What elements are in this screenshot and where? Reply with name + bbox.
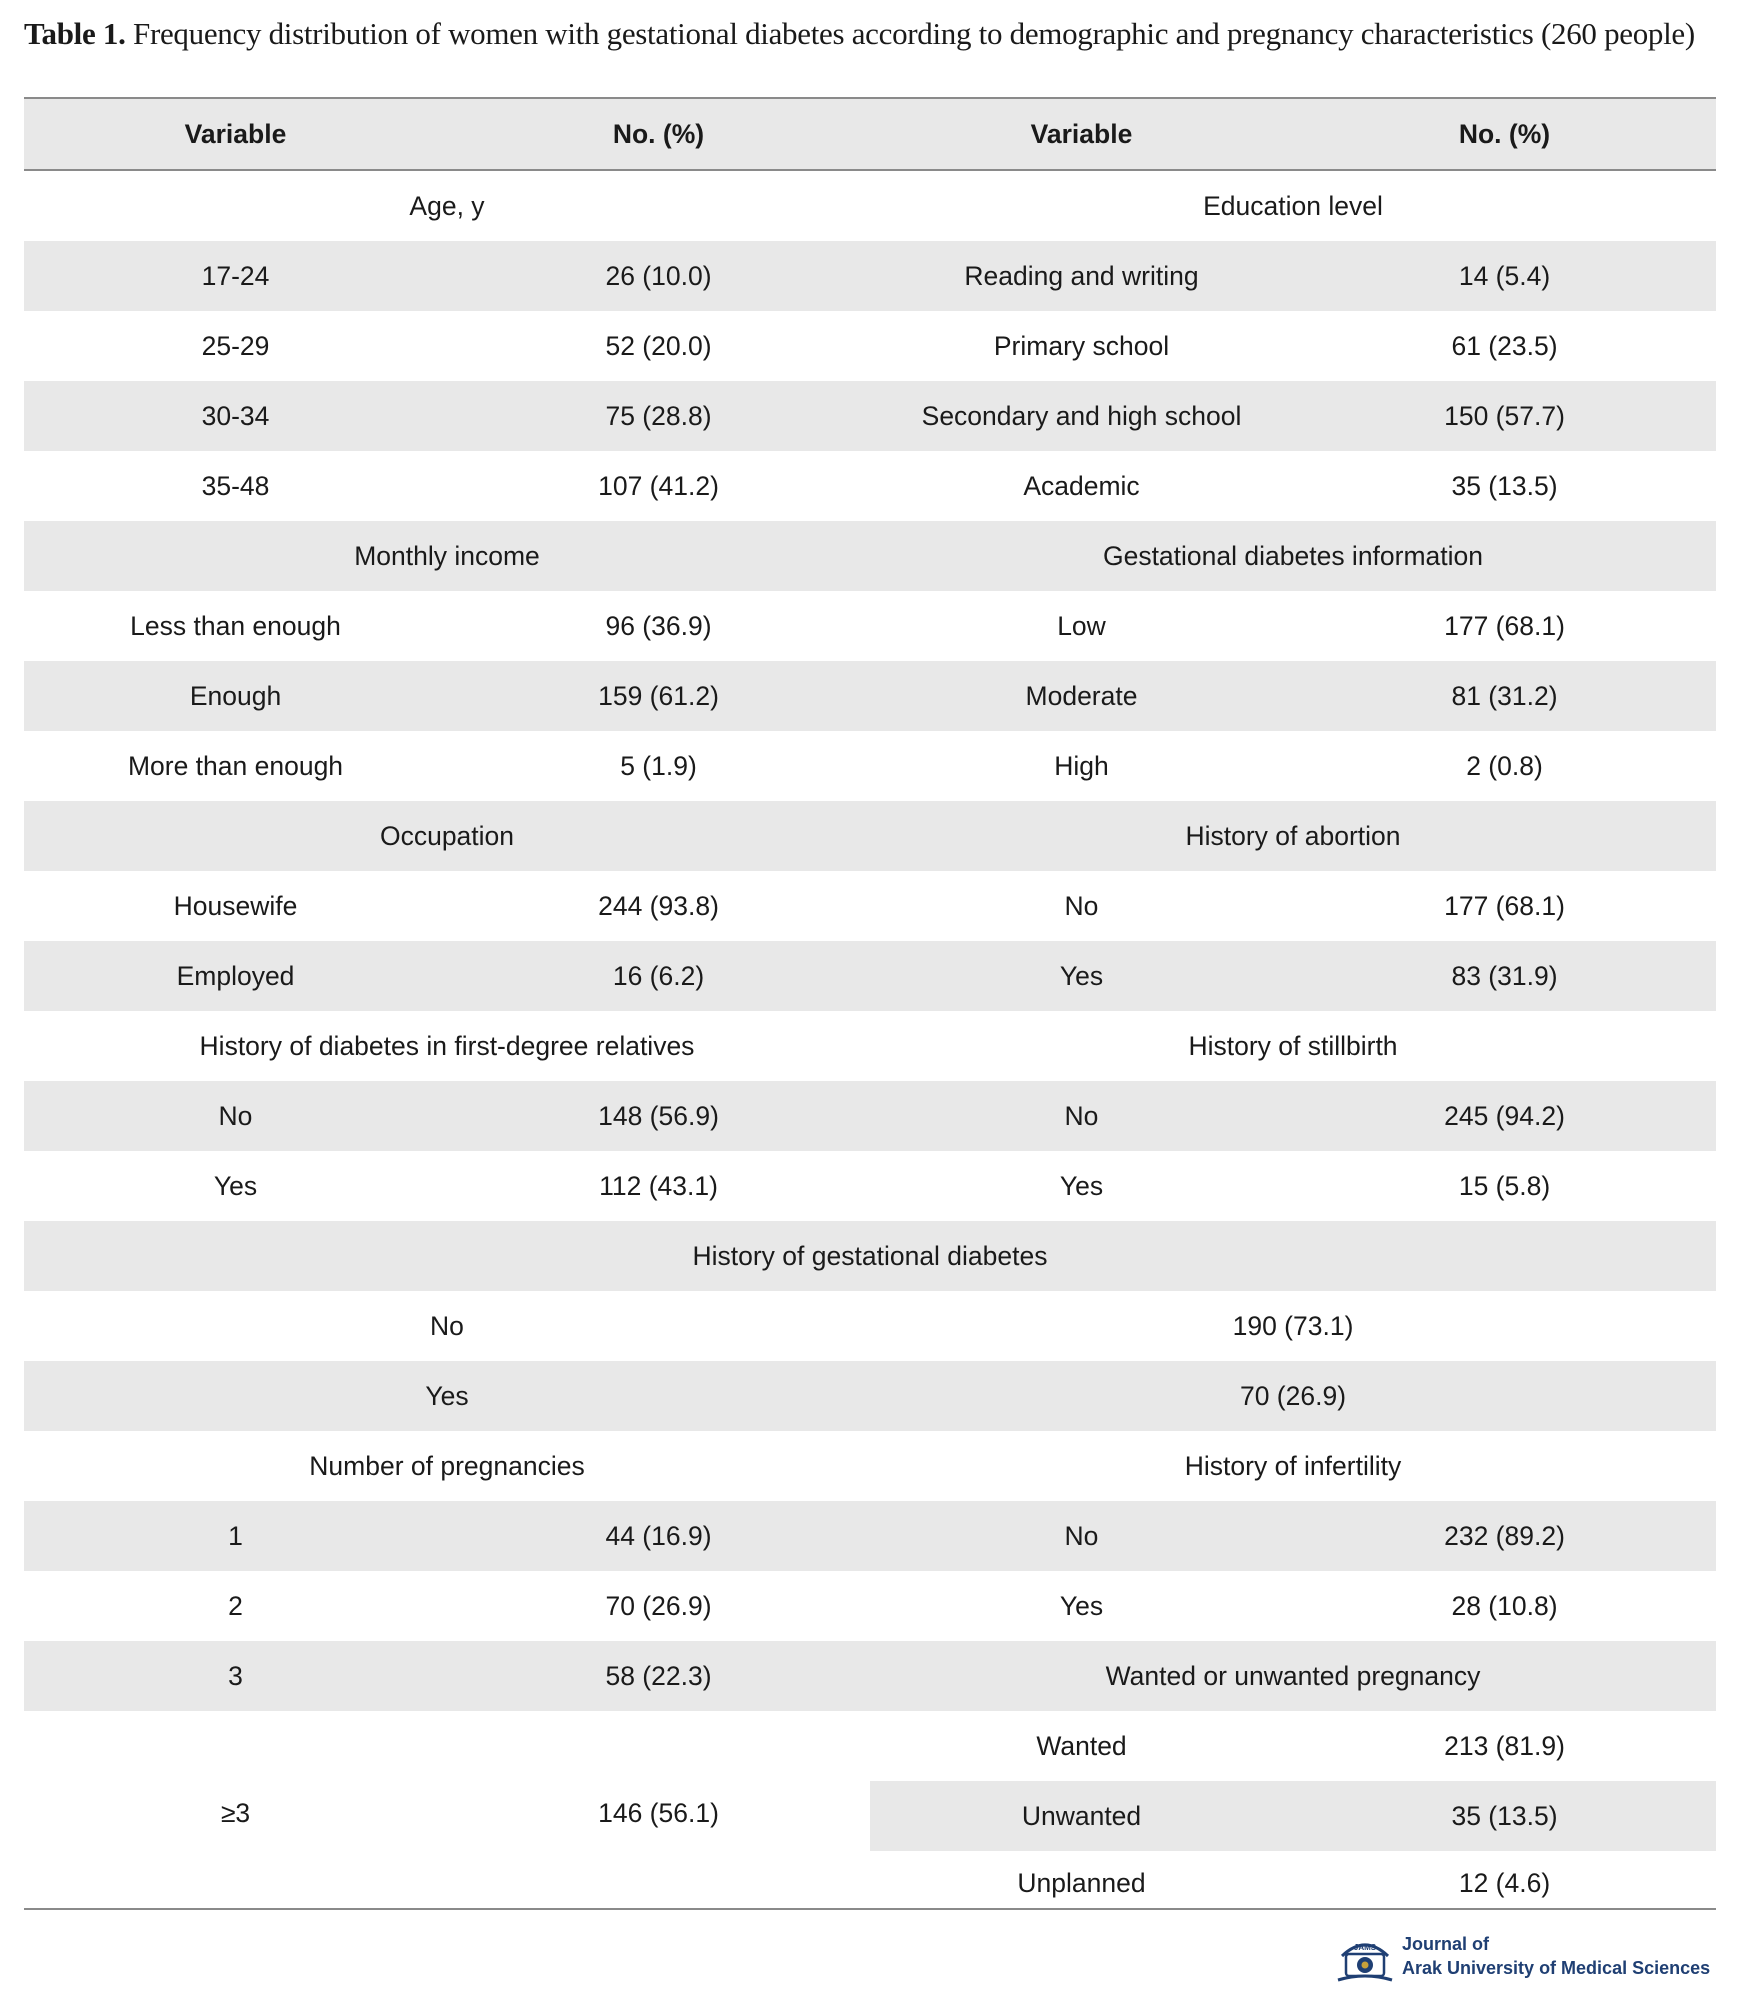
- table-row: [24, 1641, 1716, 1711]
- section-title: History of infertility: [1184, 1450, 1402, 1481]
- row-value: 148 (56.9): [447, 1081, 870, 1151]
- table-row: [24, 1501, 1716, 1571]
- row-label: 25-29: [201, 330, 270, 361]
- table-row: [24, 941, 1716, 1011]
- column-header: Variable: [24, 99, 447, 170]
- section-title: Education level: [1203, 190, 1383, 221]
- column-header: No. (%): [1293, 99, 1716, 170]
- row-label: Yes: [870, 941, 1293, 1011]
- header-row: [24, 99, 1716, 170]
- table-row: [24, 381, 1716, 451]
- row-value: 177 (68.1): [1444, 610, 1565, 641]
- row-label: 1: [24, 1501, 447, 1571]
- section-title: Monthly income: [24, 521, 870, 591]
- emblem-text: JAMS: [1353, 1943, 1377, 1952]
- table-caption: [24, 12, 1724, 56]
- row-value: 96 (36.9): [605, 610, 712, 641]
- row-label: Primary school: [993, 330, 1170, 361]
- table-title: Frequency distribution of women with gestational diabetes according to demographic and pregnancy characteristics (260 people): [125, 16, 1695, 51]
- row-value: 58 (22.3): [447, 1641, 870, 1711]
- row-label: Unplanned: [870, 1851, 1293, 1916]
- row-label: Unwanted: [870, 1781, 1293, 1851]
- column-header: No. (%): [447, 99, 870, 170]
- section-title: Number of pregnancies: [309, 1450, 585, 1481]
- row-label: Reading and writing: [870, 241, 1293, 311]
- table-row: [24, 1361, 1716, 1431]
- row-label: No: [24, 1081, 447, 1151]
- table-row: [24, 591, 1716, 661]
- row-value: 16 (6.2): [447, 941, 870, 1011]
- row-value: 232 (89.2): [1293, 1501, 1716, 1571]
- bottom-rule: [24, 1908, 1716, 1910]
- logo-line-2: Arak University of Medical Sciences: [1402, 1958, 1711, 1978]
- row-value: 112 (43.1): [599, 1170, 718, 1201]
- section-title: History of stillbirth: [1188, 1030, 1398, 1061]
- frequency-table: [24, 99, 1716, 1916]
- section-row: [24, 521, 1716, 591]
- row-value: 35 (13.5): [1451, 470, 1558, 501]
- section-title: History of gestational diabetes: [24, 1221, 1716, 1291]
- section-row: [24, 1221, 1716, 1291]
- university-emblem-icon: [1334, 1926, 1396, 1988]
- row-value: 35 (13.5): [1293, 1781, 1716, 1851]
- section-title: Wanted or unwanted pregnancy: [870, 1641, 1716, 1711]
- row-label: High: [1054, 750, 1109, 781]
- row-value: 12 (4.6): [1293, 1851, 1716, 1916]
- row-label: Yes: [213, 1170, 258, 1201]
- row-label: Employed: [24, 941, 447, 1011]
- row-label: Low: [1057, 610, 1106, 641]
- row-value: 83 (31.9): [1293, 941, 1716, 1011]
- journal-logo: [1334, 1926, 1724, 1990]
- row-label: Secondary and high school: [870, 381, 1293, 451]
- table-row: [24, 1081, 1716, 1151]
- row-label: No: [430, 1310, 464, 1341]
- table-row: [24, 241, 1716, 311]
- section-row: [24, 170, 1716, 241]
- row-value: 75 (28.8): [447, 381, 870, 451]
- row-label: 17-24: [24, 241, 447, 311]
- column-header: Variable: [870, 99, 1293, 170]
- table-row: [24, 871, 1716, 941]
- section-row: [24, 1011, 1716, 1081]
- row-value: 146 (56.1): [447, 1711, 870, 1916]
- row-value: 52 (20.0): [605, 330, 712, 361]
- row-value: 5 (1.9): [620, 750, 697, 781]
- row-label: No: [870, 1081, 1293, 1151]
- row-label: 3: [24, 1641, 447, 1711]
- row-label: Moderate: [870, 661, 1293, 731]
- row-label: Housewife: [173, 890, 298, 921]
- section-row: [24, 1431, 1716, 1501]
- row-label: Wanted: [870, 1711, 1293, 1781]
- table-row: [24, 1151, 1716, 1221]
- row-value: 150 (57.7): [1293, 381, 1716, 451]
- row-label: Enough: [24, 661, 447, 731]
- row-value: 177 (68.1): [1444, 890, 1565, 921]
- row-value: 28 (10.8): [1451, 1590, 1558, 1621]
- row-label: ≥3: [24, 1711, 447, 1916]
- section-row: [24, 801, 1716, 871]
- section-title: History of abortion: [870, 801, 1716, 871]
- table-row: [24, 1571, 1716, 1641]
- row-label: No: [870, 1501, 1293, 1571]
- table-row: [24, 661, 1716, 731]
- table-row: [24, 1291, 1716, 1361]
- row-value: 81 (31.2): [1293, 661, 1716, 731]
- table-number: Table 1.: [24, 16, 126, 51]
- section-title: Occupation: [24, 801, 870, 871]
- row-value: 26 (10.0): [447, 241, 870, 311]
- row-label: 30-34: [24, 381, 447, 451]
- row-label: Yes: [1059, 1170, 1104, 1201]
- logo-line-1: Journal of: [1402, 1934, 1490, 1954]
- row-value: 2 (0.8): [1466, 750, 1543, 781]
- row-value: 44 (16.9): [447, 1501, 870, 1571]
- section-title: Gestational diabetes information: [870, 521, 1716, 591]
- row-value: 190 (73.1): [1232, 1310, 1354, 1341]
- row-value: 70 (26.9): [605, 1590, 712, 1621]
- row-label: 2: [228, 1590, 243, 1621]
- row-label: No: [1064, 890, 1099, 921]
- row-value: 159 (61.2): [447, 661, 870, 731]
- section-title: Age, y: [409, 190, 485, 221]
- row-label: Yes: [1059, 1590, 1104, 1621]
- row-label: More than enough: [127, 750, 344, 781]
- row-value: 61 (23.5): [1451, 330, 1558, 361]
- table-row: [24, 1711, 1716, 1781]
- table-row: [24, 451, 1716, 521]
- row-label: Less than enough: [130, 610, 341, 641]
- row-value: 15 (5.8): [1458, 1170, 1551, 1201]
- row-label: 35-48: [201, 470, 270, 501]
- row-value: 107 (41.2): [598, 470, 719, 501]
- table-row: [24, 311, 1716, 381]
- row-label: Yes: [24, 1361, 870, 1431]
- section-title: History of diabetes in first-degree relatives: [199, 1030, 695, 1061]
- row-value: 70 (26.9): [870, 1361, 1716, 1431]
- row-value: 244 (93.8): [598, 890, 719, 921]
- table-row: [24, 731, 1716, 801]
- row-value: 245 (94.2): [1293, 1081, 1716, 1151]
- row-label: Academic: [1023, 470, 1140, 501]
- row-value: 14 (5.4): [1293, 241, 1716, 311]
- row-value: 213 (81.9): [1293, 1711, 1716, 1781]
